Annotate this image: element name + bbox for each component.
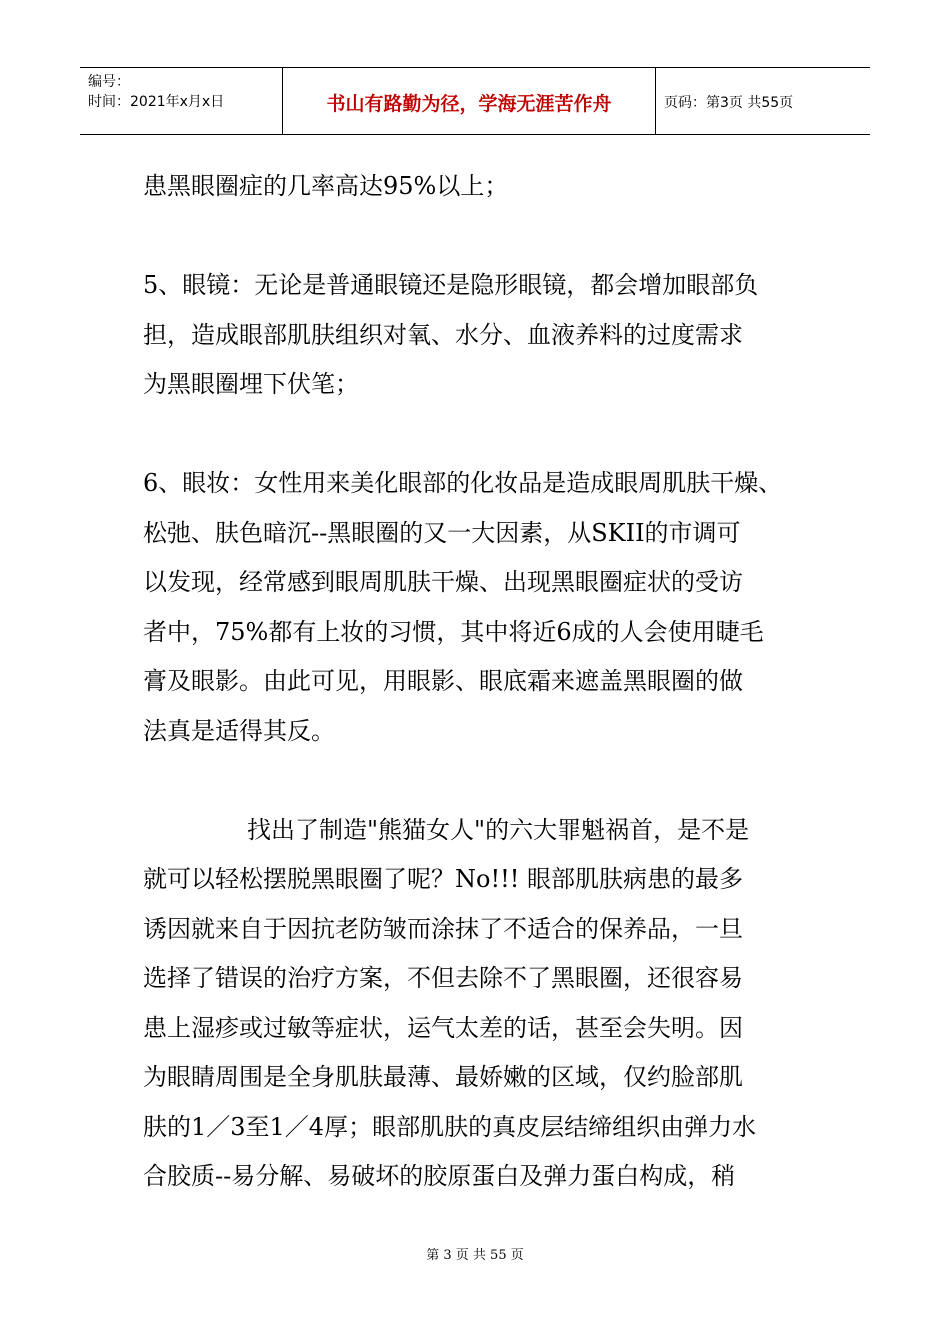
header-meta [80, 68, 283, 134]
body-line: 选择了错误的治疗方案，不但去除不了黑眼圈，还很容易 [143, 964, 743, 992]
body-line: 患黑眼圈症的几率高达95%以上； [143, 172, 509, 200]
paragraph-gap [143, 212, 823, 262]
body-line: 为黑眼圈埋下伏笔； [143, 370, 359, 398]
header-page-info: 页码：第3页 共55页 [664, 95, 794, 111]
body-line: 5、眼镜：无论是普通眼镜还是隐形眼镜，都会增加眼部负 [143, 271, 759, 299]
document-header [80, 67, 870, 135]
body-line: 6、眼妆：女性用来美化眼部的化妆品是造成眼周肌肤干燥、 [143, 469, 783, 497]
body-line: 患上湿疹或过敏等症状，运气太差的话，甚至会失明。因 [143, 1013, 743, 1042]
body-line: 法真是适得其反。 [143, 716, 335, 745]
paragraph-gap [143, 756, 823, 806]
body-line: 者中，75%都有上妆的习惯，其中将近6成的人会使用睫毛 [143, 617, 764, 646]
body-line: 膏及眼影。由此可见，用眼影、眼底霜来遮盖黑眼圈的做 [143, 667, 743, 695]
document-date: 时间：2021年x月x日 [88, 94, 225, 110]
body-line: 肤的1／3至1／4厚；眼部肌肤的真皮层结缔组织由弹力水 [143, 1112, 757, 1141]
body-line: 诱因就来自于因抗老防皱而涂抹了不适合的保养品，一旦 [143, 914, 743, 943]
page-footer: 第 3 页 共 55 页 [426, 1248, 524, 1263]
body-line: 找出了制造"熊猫女人"的六大罪魁祸首，是不是 [247, 815, 750, 844]
body-line: 以发现，经常感到眼周肌肤干燥、出现黑眼圈症状的受访 [143, 568, 743, 596]
body-line: 松弛、肤色暗沉--黑眼圈的又一大因素，从SKII的市调可 [143, 518, 741, 547]
body-line: 就可以轻松摆脱黑眼圈了呢？No!!! 眼部肌肤病患的最多 [143, 865, 744, 893]
header-motto: 书山有路勤为径，学海无涯苦作舟 [283, 68, 656, 134]
body-line: 为眼睛周围是全身肌肤最薄、最娇嫩的区域，仅约脸部肌 [143, 1063, 743, 1091]
document-number-label: 编号： [88, 74, 130, 90]
paragraph-gap [143, 410, 823, 460]
body-line: 合胶质--易分解、易破坏的胶原蛋白及弹力蛋白构成，稍 [143, 1162, 736, 1190]
document-body [143, 162, 823, 1202]
body-line: 担，造成眼部肌肤组织对氧、水分、血液养料的过度需求 [143, 320, 743, 349]
